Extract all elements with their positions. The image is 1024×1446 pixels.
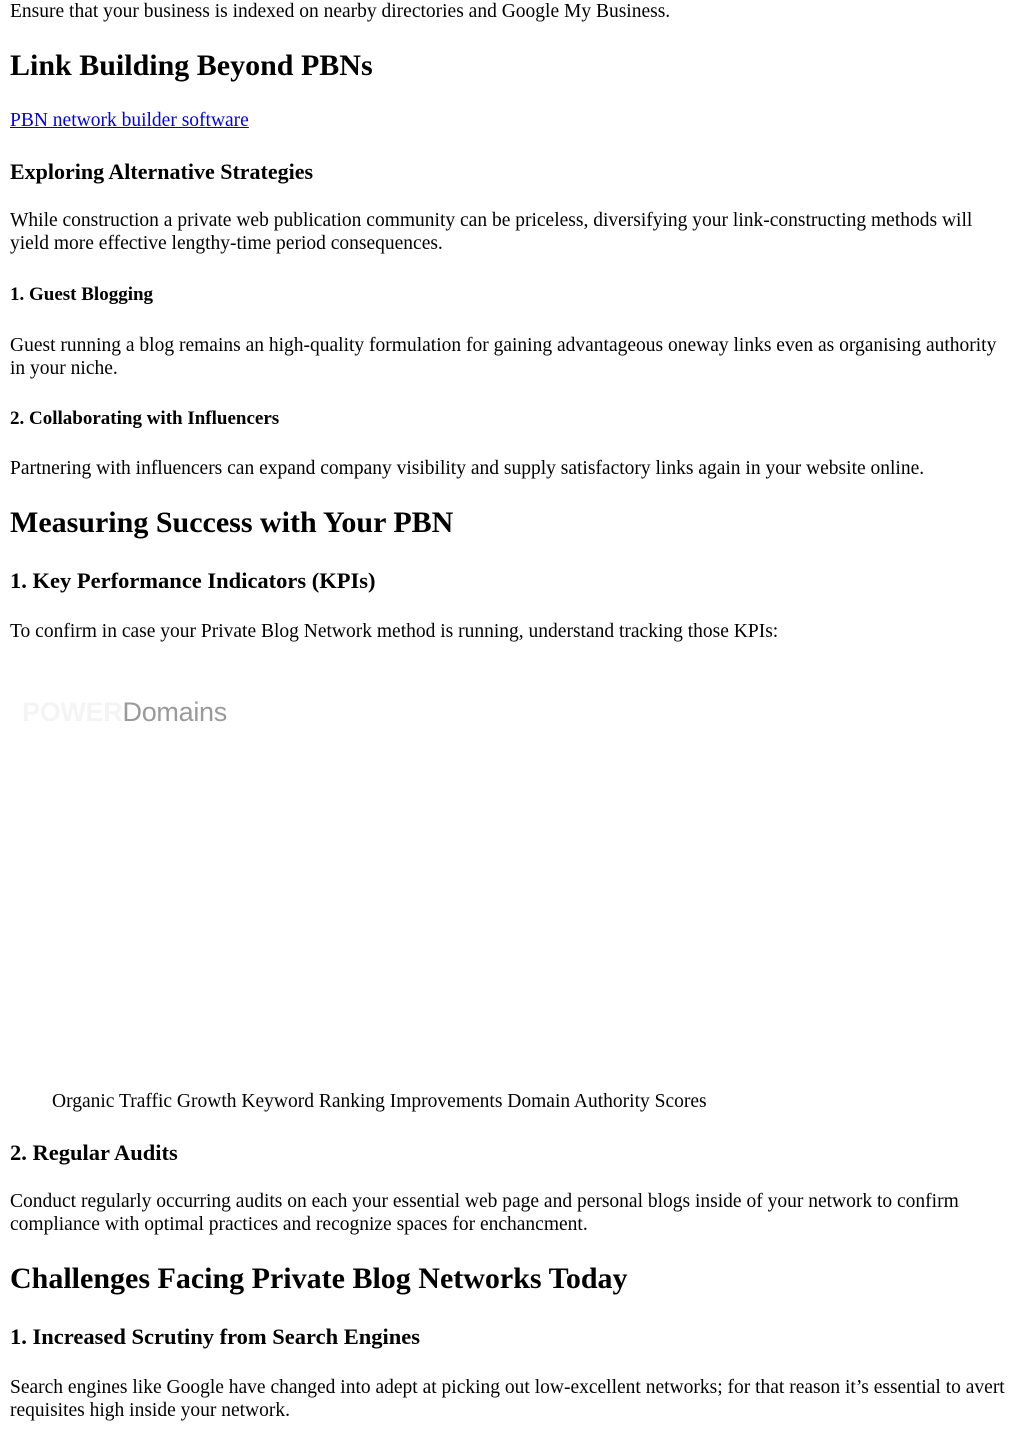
heading-link-building: Link Building Beyond PBNs — [10, 49, 373, 82]
scrutiny-paragraph: Search engines like Google have changed into adept at picking out low-excellent networks; for that reason it’s essential to avert requisites high inside your network. — [10, 1377, 1005, 1421]
heading-influencers: 2. Collaborating with Influencers — [10, 408, 280, 429]
audits-paragraph: Conduct regularly occurring audits on each your essential web page and personal blogs inside of your network to confirm compliance with optimal practices and recognize spaces for enchancment. — [10, 1191, 959, 1235]
heading-guest-blogging: 1. Guest Blogging — [10, 284, 154, 305]
heading-alternative-strategies: Exploring Alternative Strategies — [10, 159, 314, 184]
guest-blogging-paragraph: Guest running a blog remains an high-quality formulation for gaining advantageous oneway links even as organising authority in your niche. — [10, 335, 997, 379]
logo-power-text: POWER — [22, 697, 123, 727]
heading-scrutiny: 1. Increased Scrutiny from Search Engines — [10, 1324, 421, 1349]
kpi-list: Organic Traffic Growth Keyword Ranking Improvements Domain Authority Scores — [52, 1091, 707, 1112]
strategies-paragraph: While construction a private web publication community can be priceless, diversifying your link-constructing methods will yield more effective lengthy-time period consequences. — [10, 210, 973, 254]
heading-regular-audits: 2. Regular Audits — [10, 1140, 178, 1165]
heading-measuring-success: Measuring Success with Your PBN — [10, 506, 454, 539]
pbn-builder-link[interactable]: PBN network builder software — [10, 110, 249, 131]
heading-challenges: Challenges Facing Private Blog Networks Today — [10, 1262, 628, 1295]
influencers-paragraph: Partnering with influencers can expand company visibility and supply satisfactory links again in your website online. — [10, 458, 925, 479]
logo-domains-text: Domains — [122, 697, 227, 727]
heading-kpis: 1. Key Performance Indicators (KPIs) — [10, 568, 376, 593]
powerdomains-logo — [22, 696, 227, 728]
kpi-intro-paragraph: To confirm in case your Private Blog Network method is running, understand tracking those KPIs: — [10, 621, 779, 642]
intro-paragraph: Ensure that your business is indexed on nearby directories and Google My Business. — [10, 1, 671, 22]
